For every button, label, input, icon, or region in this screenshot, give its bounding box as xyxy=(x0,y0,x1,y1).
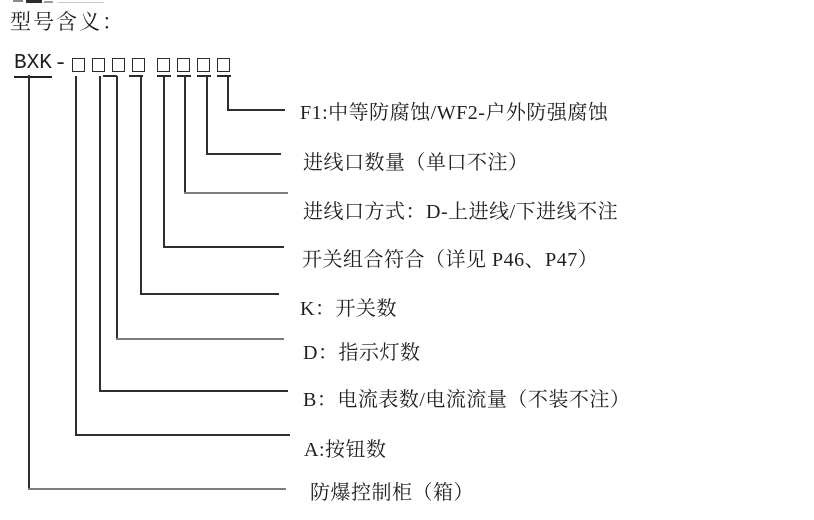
leader-vline-box8 xyxy=(227,76,229,111)
leader-vline-box6 xyxy=(184,76,186,194)
legend-label-lamp-count: D：指示灯数 xyxy=(303,342,421,364)
leader-hline-box5 xyxy=(163,246,284,248)
legend-label-switch-combo: 开关组合符合（详见 P46、P47） xyxy=(302,249,599,271)
model-placeholder-box-4 xyxy=(132,58,145,72)
leader-hline-box2 xyxy=(99,390,288,392)
box-underline-mark xyxy=(103,75,117,77)
leader-hline-box4 xyxy=(140,293,279,295)
leader-hline-prefix xyxy=(28,488,286,490)
legend-label-inlet-count: 进线口数量（单口不注） xyxy=(303,152,529,174)
leader-vline-box1 xyxy=(75,76,77,436)
legend-label-switch-count: K：开关数 xyxy=(300,298,397,320)
model-placeholder-box-7 xyxy=(197,58,210,72)
leader-vline-prefix xyxy=(28,75,30,490)
leader-hline-box8 xyxy=(227,109,285,111)
legend-label-cabinet: 防爆控制柜（箱） xyxy=(310,482,474,504)
leader-hline-box3 xyxy=(116,338,284,340)
scan-artifact xyxy=(44,1,53,3)
model-prefix: BXK xyxy=(14,52,52,78)
legend-label-corrosion: F1:中等防腐蚀/WF2-户外防强腐蚀 xyxy=(300,102,609,124)
model-separator: - xyxy=(54,51,68,76)
model-placeholder-box-3 xyxy=(112,58,125,72)
leader-vline-box3 xyxy=(116,76,118,340)
scan-artifact xyxy=(58,2,104,3)
model-placeholder-box-8 xyxy=(217,58,230,72)
box-underline-mark xyxy=(197,75,211,77)
leader-vline-box4 xyxy=(140,76,142,295)
legend-label-inlet-mode: 进线口方式：D-上进线/下进线不注 xyxy=(303,201,619,223)
scan-artifact xyxy=(26,0,42,3)
leader-vline-box2 xyxy=(99,76,101,392)
leader-vline-box7 xyxy=(206,76,208,155)
page-title: 型号含义： xyxy=(10,10,125,34)
model-placeholder-box-5 xyxy=(157,58,170,72)
scan-artifact xyxy=(13,0,23,2)
model-placeholder-box-6 xyxy=(177,58,190,72)
model-placeholder-box-2 xyxy=(92,58,105,72)
leader-hline-box1 xyxy=(75,434,290,436)
legend-label-ammeter: B：电流表数/电流流量（不装不注） xyxy=(303,389,631,411)
leader-hline-box7 xyxy=(206,153,281,155)
legend-label-button-count: A:按钮数 xyxy=(304,439,387,461)
leader-vline-box5 xyxy=(163,76,165,248)
model-placeholder-box-1 xyxy=(72,58,85,72)
leader-hline-box6 xyxy=(184,192,288,194)
